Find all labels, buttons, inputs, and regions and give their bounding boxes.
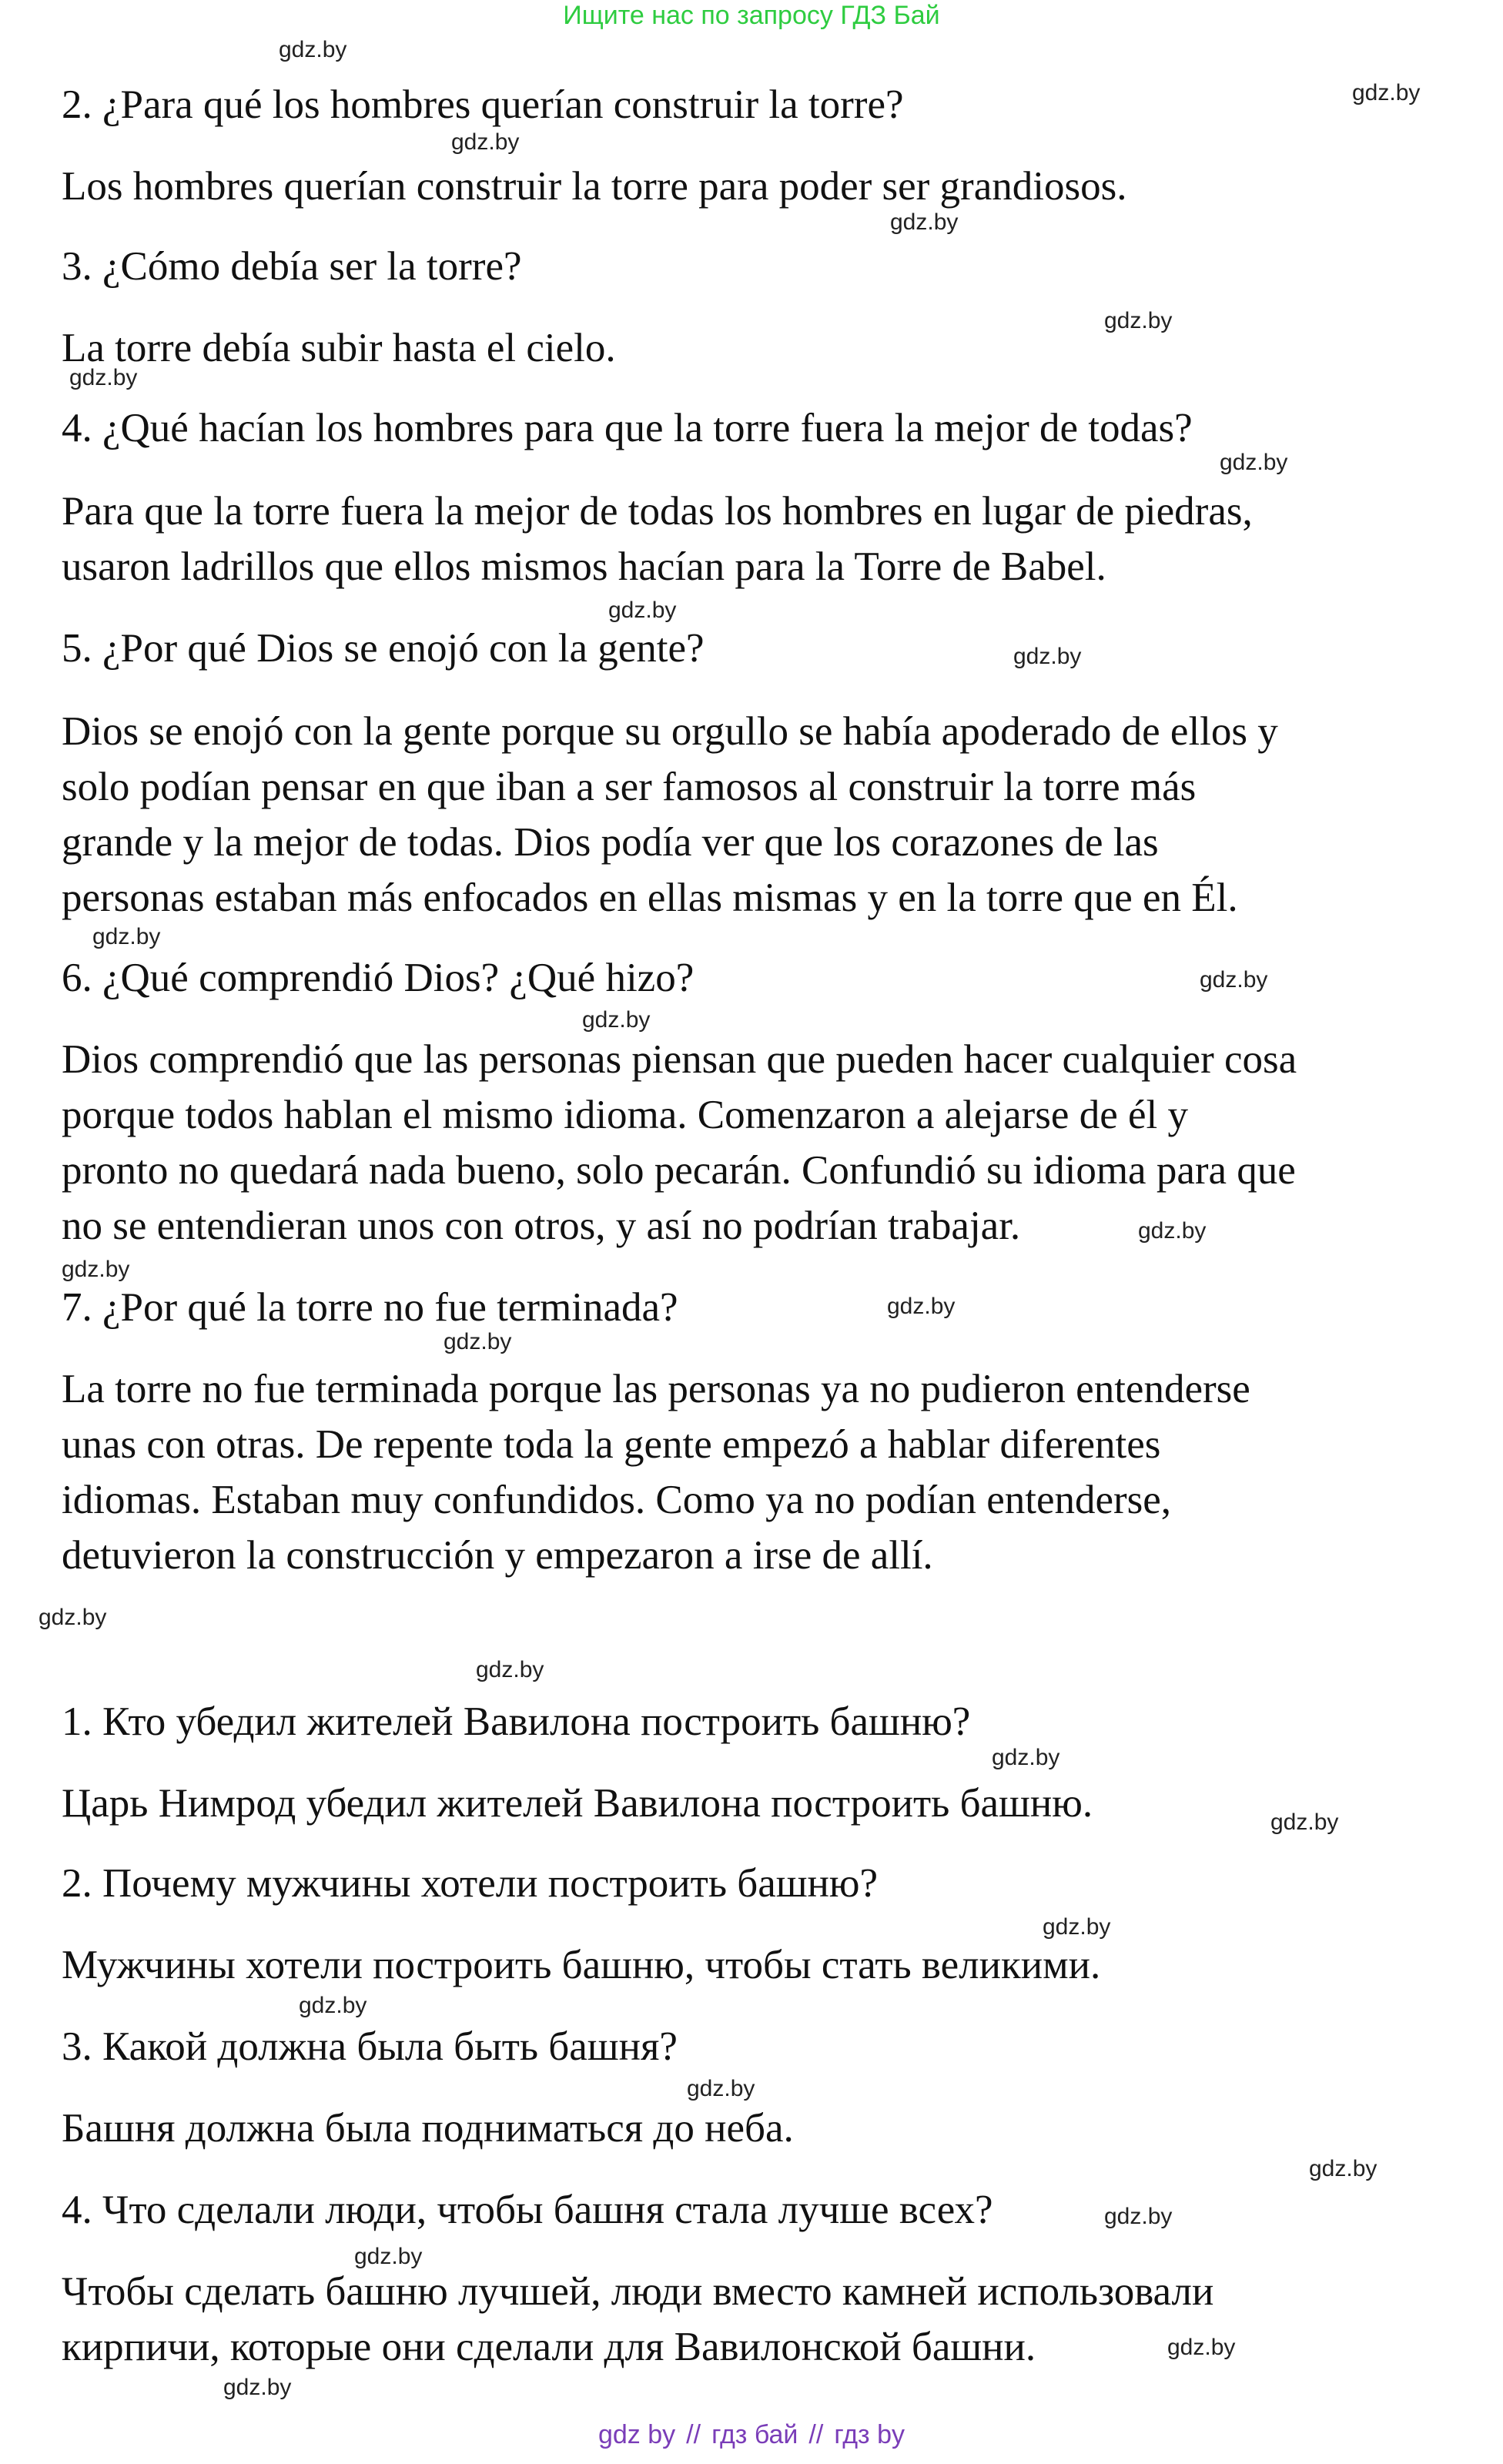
- watermark: gdz.by: [890, 209, 959, 235]
- top-banner: Ищите нас по запросу ГДЗ Бай: [563, 1, 940, 30]
- answer-7-es-line-4: detuvieron la construcción y empezaron a irse de allí.: [62, 1533, 933, 1578]
- watermark: gdz.by: [223, 2375, 292, 2400]
- watermark: gdz.by: [1200, 967, 1268, 993]
- watermark: gdz.by: [1309, 2156, 1377, 2181]
- footer-separator: //: [686, 2420, 701, 2449]
- watermark: gdz.by: [92, 924, 161, 949]
- footer: [0, 2418, 1503, 2452]
- answer-4-es-line-1: Para que la torre fuera la mejor de todas los hombres en lugar de piedras,: [62, 489, 1253, 534]
- answer-6-es-line-3: pronto no quedará nada bueno, solo pecarán. Confundió su idioma para que: [62, 1148, 1296, 1193]
- answer-3-es: La torre debía subir hasta el cielo.: [62, 326, 616, 370]
- watermark: gdz.by: [887, 1294, 956, 1319]
- watermark: gdz.by: [476, 1657, 544, 1682]
- watermark: gdz.by: [451, 129, 520, 155]
- watermark: gdz.by: [992, 1745, 1060, 1770]
- answer-2-es: Los hombres querían construir la torre para poder ser grandiosos.: [62, 164, 1127, 209]
- watermark: gdz.by: [69, 365, 138, 390]
- question-6-es: 6. ¿Qué comprendió Dios? ¿Qué hizo?: [62, 956, 695, 1000]
- answer-5-es-line-1: Dios se enojó con la gente porque su orgullo se había apoderado de ellos y: [62, 709, 1278, 754]
- question-3-es: 3. ¿Cómo debía ser la torre?: [62, 244, 522, 289]
- watermark: gdz.by: [1104, 2204, 1173, 2229]
- watermark: gdz.by: [38, 1605, 107, 1630]
- answer-6-es-line-4: no se entendieran unos con otros, y así no podrían trabajar.: [62, 1204, 1021, 1248]
- watermark: gdz.by: [1220, 450, 1288, 475]
- question-2-ru: 2. Почему мужчины хотели построить башню?: [62, 1861, 879, 1906]
- watermark: gdz.by: [299, 1993, 367, 2018]
- question-1-ru: 1. Кто убедил жителей Вавилона построить башню?: [62, 1699, 971, 1744]
- footer-link-gdz-by-ru[interactable]: гдз by: [834, 2420, 905, 2449]
- answer-4-ru-line-2: кирпичи, которые они сделали для Вавилонской башни.: [62, 2325, 1036, 2369]
- watermark: gdz.by: [1013, 644, 1082, 669]
- watermark: gdz.by: [1043, 1914, 1111, 1940]
- answer-2-ru: Мужчины хотели построить башню, чтобы стать великими.: [62, 1943, 1101, 1987]
- answer-4-es-line-2: usaron ladrillos que ellos mismos hacían para la Torre de Babel.: [62, 544, 1106, 589]
- question-5-es: 5. ¿Por qué Dios se enojó con la gente?: [62, 626, 705, 671]
- answer-7-es-line-2: unas con otras. De repente toda la gente empezó a hablar diferentes: [62, 1422, 1161, 1467]
- answer-5-es-line-4: personas estaban más enfocados en ellas mismas y en la torre que en Él.: [62, 875, 1238, 920]
- footer-link-gdz-by[interactable]: gdz by: [598, 2420, 676, 2449]
- watermark: gdz.by: [1167, 2335, 1236, 2360]
- answer-7-es-line-3: idiomas. Estaban muy confundidos. Como ya no podían entenderse,: [62, 1478, 1172, 1522]
- watermark: gdz.by: [608, 598, 677, 623]
- answer-4-ru-line-1: Чтобы сделать башню лучшей, люди вместо камней использовали: [62, 2269, 1214, 2314]
- watermark: gdz.by: [354, 2244, 423, 2269]
- question-2-es: 2. ¿Para qué los hombres querían construir la torre?: [62, 82, 904, 127]
- answer-3-ru: Башня должна была подниматься до неба.: [62, 2106, 794, 2151]
- watermark: gdz.by: [1352, 80, 1421, 105]
- watermark: gdz.by: [62, 1257, 130, 1282]
- answer-1-ru: Царь Нимрод убедил жителей Вавилона построить башню.: [62, 1781, 1093, 1826]
- footer-separator: //: [808, 2420, 824, 2449]
- watermark: gdz.by: [444, 1329, 512, 1354]
- question-3-ru: 3. Какой должна была быть башня?: [62, 2024, 678, 2069]
- watermark: gdz.by: [1138, 1218, 1207, 1244]
- answer-5-es-line-2: solo podían pensar en que iban a ser famosos al construir la torre más: [62, 765, 1197, 809]
- watermark: gdz.by: [582, 1007, 651, 1033]
- watermark: gdz.by: [687, 2076, 755, 2101]
- footer-link-gdz-bai[interactable]: гдз бай: [711, 2420, 798, 2449]
- watermark: gdz.by: [1104, 308, 1173, 333]
- answer-6-es-line-2: porque todos hablan el mismo idioma. Comenzaron a alejarse de él y: [62, 1093, 1188, 1137]
- question-4-es: 4. ¿Qué hacían los hombres para que la torre fuera la mejor de todas?: [62, 406, 1193, 450]
- watermark: gdz.by: [1270, 1810, 1339, 1835]
- question-4-ru: 4. Что сделали люди, чтобы башня стала лучше всех?: [62, 2188, 993, 2232]
- answer-7-es-line-1: La torre no fue terminada porque las personas ya no pudieron entenderse: [62, 1367, 1250, 1411]
- question-7-es: 7. ¿Por qué la torre no fue terminada?: [62, 1285, 678, 1330]
- watermark: gdz.by: [279, 37, 347, 62]
- answer-5-es-line-3: grande y la mejor de todas. Dios podía ver que los corazones de las: [62, 820, 1159, 865]
- answer-6-es-line-1: Dios comprendió que las personas piensan que pueden hacer cualquier cosa: [62, 1037, 1297, 1082]
